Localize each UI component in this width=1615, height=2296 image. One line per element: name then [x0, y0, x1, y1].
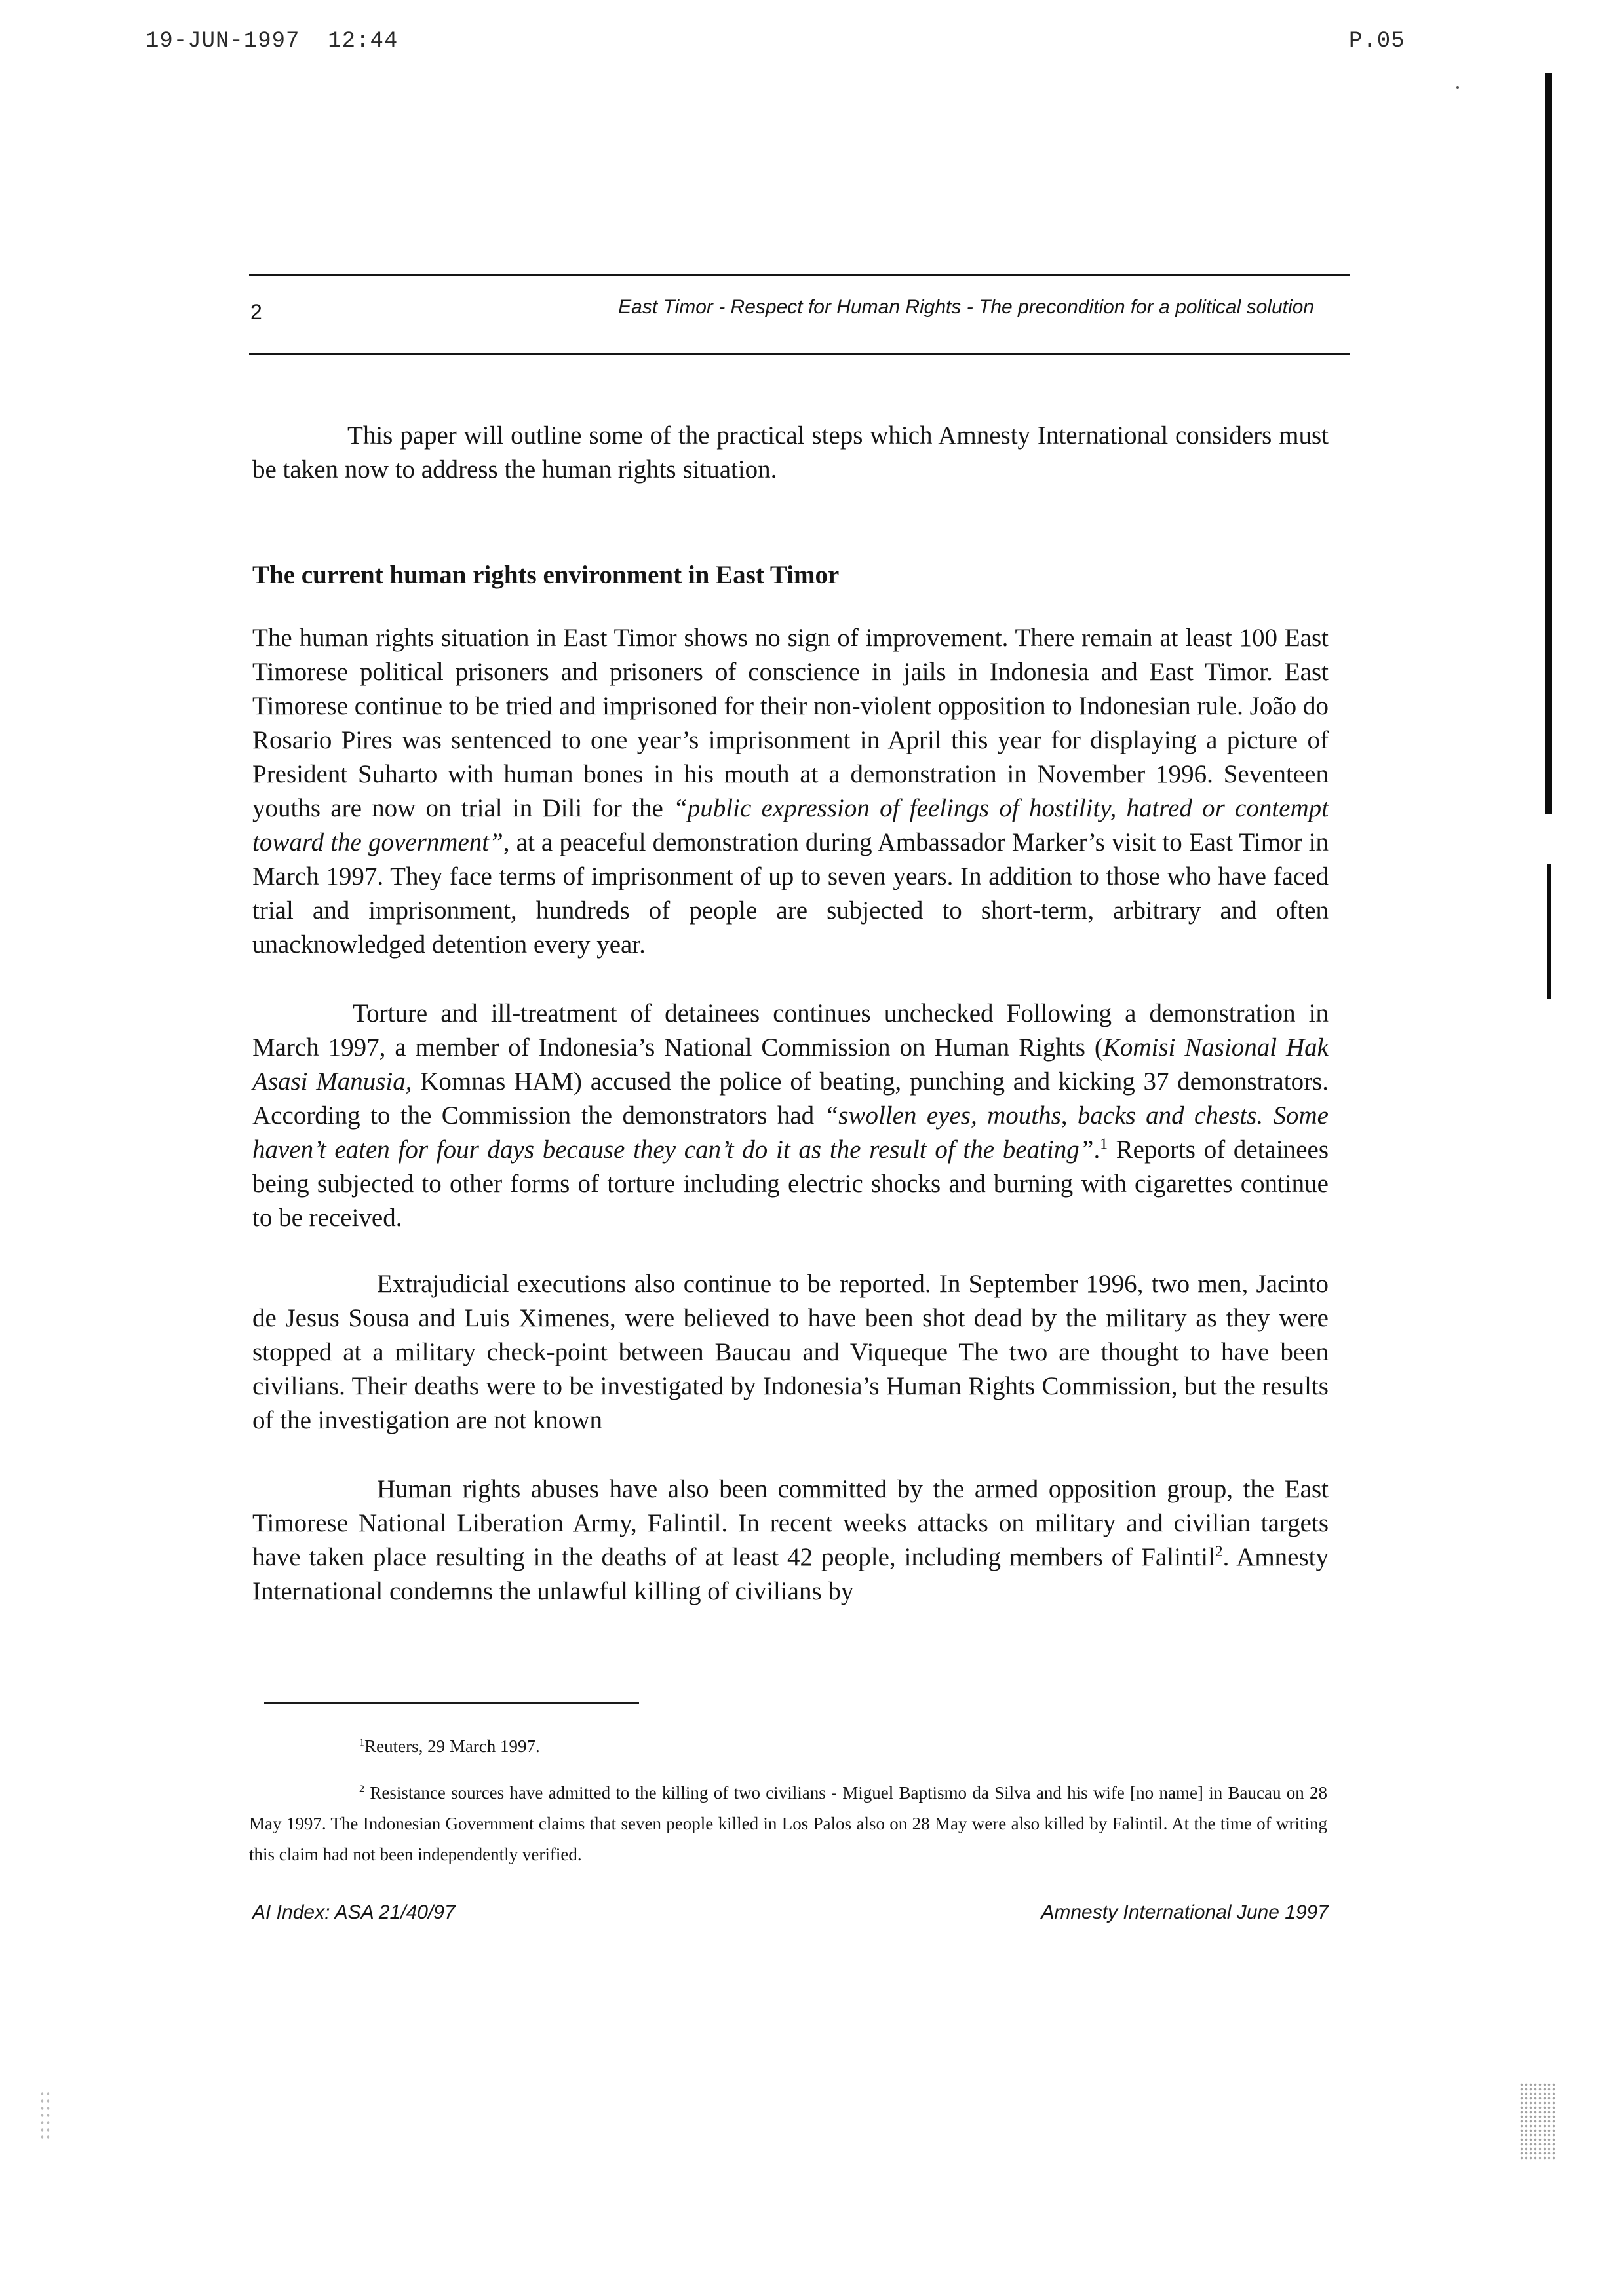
running-header-title: East Timor - Respect for Human Rights - The precondition for a political solution [618, 296, 1314, 318]
body-paragraph [252, 997, 1329, 1235]
text-run: Resistance sources have admitted to the killing of two civilians - Miguel Baptismo da Silva and his wife [no name] in Baucau on 28 May 1997. The Indonesian Government claims that seven people killed in Los Palos also on 28 May were also killed by Falintil. At the time of writing this claim had not been independently verified. [249, 1783, 1327, 1864]
document-body [252, 419, 1329, 1609]
intro-paragraph [252, 419, 1329, 487]
footnote [249, 1731, 1327, 1762]
header-rule-bottom [249, 353, 1350, 355]
text-run: Reuters, 29 March 1997. [364, 1736, 540, 1756]
page-footer [252, 1902, 1329, 1930]
footnote-marker: 1 [359, 1736, 365, 1748]
document-index: AI Index: ASA 21/40/97 [252, 1902, 456, 1923]
italic-text: “swollen eyes, mouths, backs and chests. Some haven’t eaten for four days because they can’t do it as the result of the beating” [252, 1101, 1329, 1164]
publisher-date: Amnesty International June 1997 [1041, 1902, 1329, 1923]
footnote-marker: 2 [359, 1783, 365, 1795]
text-run: , at a peaceful demonstration during Ambassador Marker’s visit to East Timor in March 1997. They face terms of imprisonment of up to seven years. In addition to those who have faced trial and imprisonment, hundreds of people are subjected to short-term, arbitrary and often unacknowledged detention every year. [252, 828, 1329, 959]
text-run: . Amnesty International condemns the unlawful killing of civilians by [252, 1543, 1329, 1605]
footnote [249, 1778, 1327, 1870]
fax-page-number: P.05 [1349, 29, 1405, 54]
italic-text: Komisi Nasional Hak Asasi Manusia, [252, 1033, 1329, 1096]
text-run: Reports of detainees being subjected to other forms of torture including electric shocks and burning with cigarettes continue to be received. [252, 1136, 1329, 1232]
scan-edge-bar [1547, 864, 1551, 999]
fax-datetime: 19-JUN-1997 12:44 [146, 29, 399, 54]
italic-text: “public expression of feelings of hostility, hatred or contempt toward the government” [252, 794, 1329, 856]
text-run: . [1093, 1136, 1100, 1164]
text-run: Extrajudicial executions also continue to be reported. In September 1996, two men, Jacinto de Jesus Sousa and Luis Ximenes, were believed to have been shot dead by the military as they were stopped at a military check-point between Baucau and Viqueque The two are thought to have been civilians. Their deaths were to be investigated by Indonesia’s Human Rights Commission, but the results of the investigation are not known [252, 1270, 1329, 1434]
header-rule-top [249, 274, 1350, 276]
text-run: Komnas HAM) accused the police of beating, punching and kicking 37 demonstrators. According to the Commission the demonstrators had [252, 1067, 1329, 1130]
scan-edge-bar [1545, 73, 1552, 814]
body-paragraph [252, 1267, 1329, 1438]
text-run: Human rights abuses have also been committed by the armed opposition group, the East Timorese National Liberation Army, Falintil. In recent weeks attacks on military and civilian targets have taken place resulting in the deaths of at least 42 people, including members of Falintil [252, 1475, 1329, 1571]
scan-speckle [1519, 2082, 1556, 2161]
text-run: This paper will outline some of the practical steps which Amnesty International considers must be taken now to address the human rights situation. [252, 421, 1329, 484]
page-number: 2 [250, 300, 262, 324]
scan-speckle [39, 2090, 52, 2143]
body-paragraph [252, 1472, 1329, 1609]
footnote-marker: 1 [1100, 1136, 1108, 1153]
running-header [249, 296, 1314, 328]
scan-dot [1456, 86, 1459, 89]
body-paragraph [252, 621, 1329, 962]
text-run: Torture and ill-treatment of detainees continues unchecked Following a demonstration in March 1997, a member of Indonesia’s National Commission on Human Rights ( [252, 999, 1329, 1062]
footnotes [249, 1731, 1327, 1886]
text-run: The human rights situation in East Timor shows no sign of improvement. There remain at least 100 East Timorese political prisoners and prisoners of conscience in jails in Indonesia and East Timor. East Timorese continue to be tried and imprisoned for their non-violent opposition to Indonesian rule. João do Rosario Pires was sentenced to one year’s imprisonment in April this year for displaying a picture of President Suharto with human bones in his mouth at a demonstration in November 1996. Seventeen youths are now on trial in Dili for the [252, 624, 1329, 822]
footnote-marker: 2 [1215, 1543, 1223, 1560]
section-heading: The current human rights environment in East Timor [252, 561, 840, 589]
footnote-rule [264, 1702, 639, 1704]
